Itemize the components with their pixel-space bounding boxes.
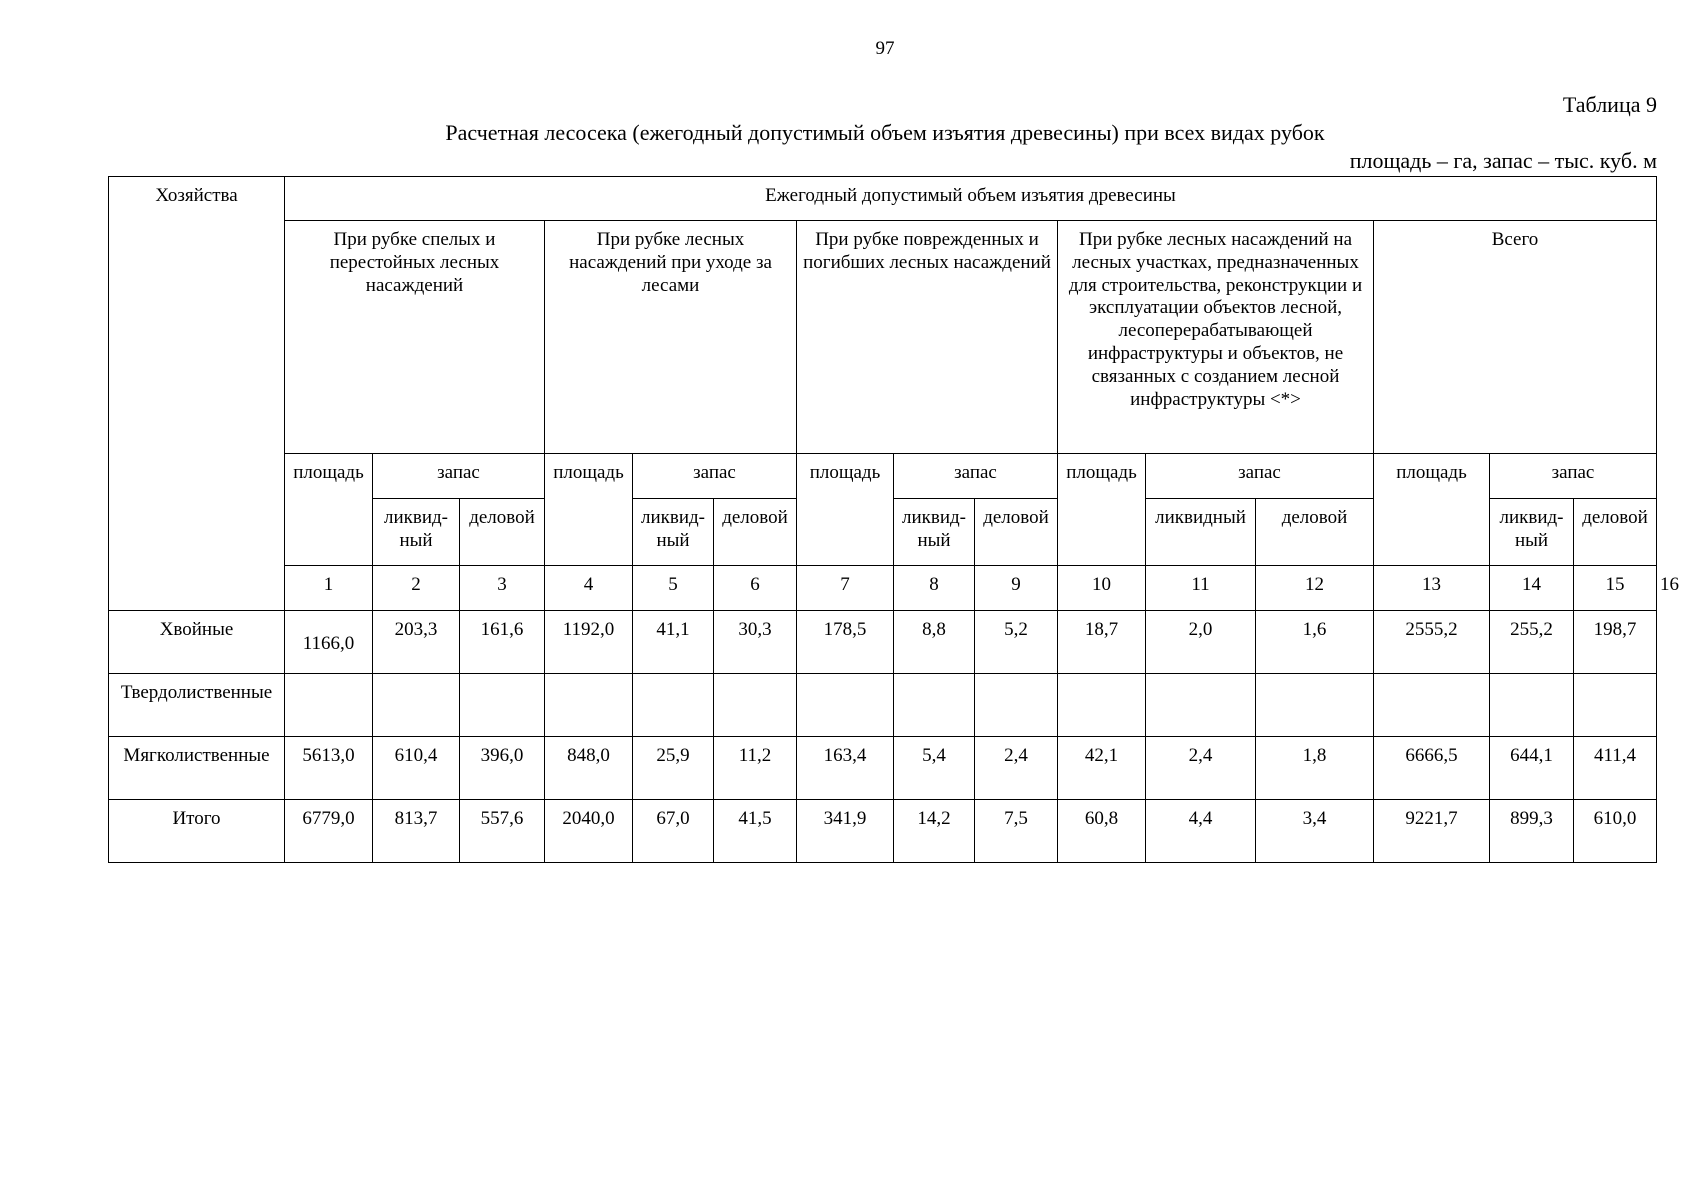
column-number: 5 xyxy=(633,566,714,611)
table-cell: 8,8 xyxy=(894,611,975,674)
column-number: 15 xyxy=(1574,566,1657,611)
category-header: Всего xyxy=(1374,221,1657,454)
category-header: При рубке поврежденных и погибших лесных насаждений xyxy=(797,221,1058,454)
table-cell: 11,2 xyxy=(714,737,797,800)
table-cell xyxy=(1374,674,1490,737)
row-label: Мягколиственные xyxy=(109,737,285,800)
table-cell: 42,1 xyxy=(1058,737,1146,800)
table-row xyxy=(109,800,1657,863)
area-header: площадь xyxy=(545,454,633,566)
table-cell: 5,4 xyxy=(894,737,975,800)
table-cell: 341,9 xyxy=(797,800,894,863)
table-cell: 2040,0 xyxy=(545,800,633,863)
table-cell xyxy=(1058,674,1146,737)
row-label: Твердолиственные xyxy=(109,674,285,737)
table-row xyxy=(109,737,1657,800)
table-cell: 2,0 xyxy=(1146,611,1256,674)
stock-header: запас xyxy=(1146,454,1374,499)
area-header: площадь xyxy=(1058,454,1146,566)
stock-header: запас xyxy=(1490,454,1657,499)
allowable-cut-table xyxy=(108,176,1679,863)
column-number: 3 xyxy=(460,566,545,611)
annual-volume-header: Ежегодный допустимый объем изъятия древесины xyxy=(285,177,1657,221)
table-cell xyxy=(373,674,460,737)
page-number: 97 xyxy=(875,38,895,59)
table-cell: 9221,7 xyxy=(1374,800,1490,863)
table-cell xyxy=(1574,674,1657,737)
category-header: При рубке спелых и перестойных лесных насаждений xyxy=(285,221,545,454)
stock-header: запас xyxy=(894,454,1058,499)
table-cell: 610,0 xyxy=(1574,800,1657,863)
column-number: 1 xyxy=(285,566,373,611)
row-label: Хвойные xyxy=(109,611,285,674)
liquid-header: ликвид-ный xyxy=(894,499,975,566)
row-label: Итого xyxy=(109,800,285,863)
table-cell: 813,7 xyxy=(373,800,460,863)
column-number: 7 xyxy=(797,566,894,611)
column-number: 2 xyxy=(373,566,460,611)
table-cell: 1,6 xyxy=(1256,611,1374,674)
table-cell xyxy=(1490,674,1574,737)
business-header: деловой xyxy=(975,499,1058,566)
liquid-header: ликвидный xyxy=(1146,499,1256,566)
table-cell: 2,4 xyxy=(1146,737,1256,800)
column-number: 6 xyxy=(714,566,797,611)
table-cell: 6666,5 xyxy=(1374,737,1490,800)
table-cell: 1,8 xyxy=(1256,737,1374,800)
table-cell xyxy=(545,674,633,737)
business-header: деловой xyxy=(714,499,797,566)
table-cell xyxy=(1256,674,1374,737)
table-cell: 557,6 xyxy=(460,800,545,863)
table-cell: 41,1 xyxy=(633,611,714,674)
table-title: Расчетная лесосека (ежегодный допустимый объем изъятия древесины) при всех видах рубок xyxy=(445,120,1325,145)
table-cell xyxy=(797,674,894,737)
column-number: 13 xyxy=(1374,566,1490,611)
category-header: При рубке лесных насаждений на лесных участках, предназначенных для строительства, реконструкции и эксплуатации объектов лесной, лесоперерабатывающей инфраструктуры и объектов, не связанных с созданием лесной инфраструктуры <*> xyxy=(1058,221,1374,454)
table-cell xyxy=(1146,674,1256,737)
table-cell: 203,3 xyxy=(373,611,460,674)
table-cell: 30,3 xyxy=(714,611,797,674)
table-cell: 1166,0 xyxy=(285,611,373,674)
table-cell: 4,4 xyxy=(1146,800,1256,863)
liquid-header: ликвид-ный xyxy=(1490,499,1574,566)
table-row xyxy=(109,611,1657,674)
table-cell: 2555,2 xyxy=(1374,611,1490,674)
table-cell: 899,3 xyxy=(1490,800,1574,863)
table-cell: 161,6 xyxy=(460,611,545,674)
category-header: При рубке лесных насаждений при уходе за лесами xyxy=(545,221,797,454)
column-number: 8 xyxy=(894,566,975,611)
table-cell: 2,4 xyxy=(975,737,1058,800)
farms-header: Хозяйства xyxy=(109,177,285,611)
table-cell: 6779,0 xyxy=(285,800,373,863)
column-number: 12 xyxy=(1256,566,1374,611)
column-number: 4 xyxy=(545,566,633,611)
table-cell xyxy=(975,674,1058,737)
business-header: деловой xyxy=(1574,499,1657,566)
table-cell xyxy=(714,674,797,737)
table-cell: 5,2 xyxy=(975,611,1058,674)
column-number: 11 xyxy=(1146,566,1256,611)
table-label: Таблица 9 xyxy=(1562,92,1657,117)
table-cell xyxy=(894,674,975,737)
table-cell: 67,0 xyxy=(633,800,714,863)
table-cell: 644,1 xyxy=(1490,737,1574,800)
column-number: 10 xyxy=(1058,566,1146,611)
stock-header: запас xyxy=(633,454,797,499)
liquid-header: ликвид-ный xyxy=(633,499,714,566)
table-cell: 5613,0 xyxy=(285,737,373,800)
column-number: 9 xyxy=(975,566,1058,611)
column-number: 14 xyxy=(1490,566,1574,611)
table-cell: 60,8 xyxy=(1058,800,1146,863)
table-cell: 198,7 xyxy=(1574,611,1657,674)
table-cell: 411,4 xyxy=(1574,737,1657,800)
column-numbers-row: 1 2 3 4 5 6 7 8 9 10 11 12 13 14 15 16 xyxy=(109,566,1657,611)
table-cell xyxy=(633,674,714,737)
table-cell xyxy=(285,674,373,737)
table-cell: 14,2 xyxy=(894,800,975,863)
table-cell: 163,4 xyxy=(797,737,894,800)
units-note: площадь – га, запас – тыс. куб. м xyxy=(1349,148,1657,173)
liquid-header: ликвид-ный xyxy=(373,499,460,566)
stock-header: запас xyxy=(373,454,545,499)
area-header: площадь xyxy=(285,454,373,566)
table-cell: 1192,0 xyxy=(545,611,633,674)
business-header: деловой xyxy=(460,499,545,566)
table-cell: 255,2 xyxy=(1490,611,1574,674)
table-cell: 396,0 xyxy=(460,737,545,800)
table-cell: 848,0 xyxy=(545,737,633,800)
table-cell: 178,5 xyxy=(797,611,894,674)
table-cell: 7,5 xyxy=(975,800,1058,863)
table-cell: 3,4 xyxy=(1256,800,1374,863)
table-cell: 18,7 xyxy=(1058,611,1146,674)
business-header: деловой xyxy=(1256,499,1374,566)
table-cell: 41,5 xyxy=(714,800,797,863)
table-row xyxy=(109,674,1657,737)
area-header: площадь xyxy=(797,454,894,566)
table-cell: 25,9 xyxy=(633,737,714,800)
table-cell: 610,4 xyxy=(373,737,460,800)
table-cell xyxy=(460,674,545,737)
area-header: площадь xyxy=(1374,454,1490,566)
